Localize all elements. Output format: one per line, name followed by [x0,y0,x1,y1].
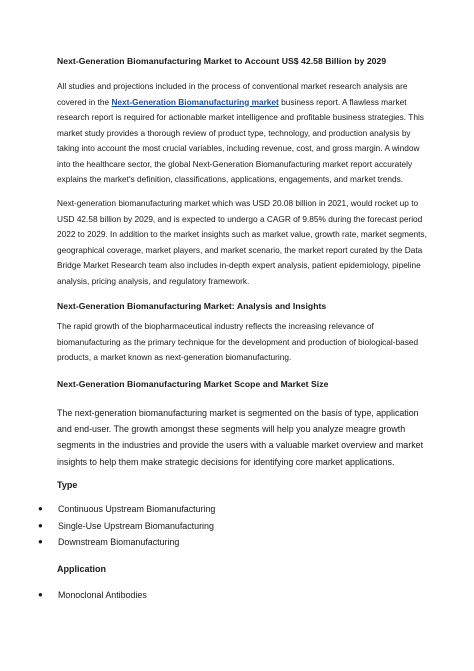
bullet-icon: ● [38,520,43,530]
application-list [38,587,147,604]
application-heading: Application [57,564,106,574]
scope-paragraph: The next-generation biomanufacturing market is segmented on the basis of type, application and end-user. The growth amongst these segments will help you analyze meagre growth segments in the industries and provide the users with a valuable market overview and market insights to help them make strategic decisions for identifying core market applications. [57,408,424,467]
list-item: ● Downstream Biomanufacturing [38,534,215,551]
scope-heading: Next-Generation Biomanufacturing Market Scope and Market Size [57,379,329,389]
document-title: Next-Generation Biomanufacturing Market to Account US$ 42.58 Billion by 2029 [57,56,387,66]
bullet-icon: ● [38,537,43,546]
list-item: ● Single-Use Upstream Biomanufacturing [38,518,215,535]
bullet-icon: ● [38,504,43,513]
intro-text-end: business report. A flawless market research report is required for actionable market intelligence and profitable business strategies. This market study provides a thorough review of product type, technology, and production analysis by taking into account the most crucial variables, including revenue, cost, and gross margin. A window into the healthcare sector, the global Next-Generation Biomanufacturing market report accurately explains the market's definition, classifications, applications, engagements, and market trends. [57,96,424,184]
type-heading: Type [57,480,78,490]
intro-paragraph [57,79,427,188]
market-report-link[interactable]: Next-Generation Biomanufacturing market [111,96,279,107]
type-list [38,501,215,551]
intro-text-start: All studies and projections included in the process of conventional market research analysis are covered in the [57,81,408,107]
bullet-icon: ● [38,590,43,599]
market-size-paragraph: Next-generation biomanufacturing market which was USD 20.08 billion in 2021, would rocket up to USD 42.58 billion by 2029, and is expected to undergo a CAGR of 9.85% during the forecast period 2022 to 2029. In addition to the market insights such as market value, growth rate, market segments, geographical coverage, market players, and market scenario, the market report curated by the Data Bridge Market Research team also includes in-depth expert analysis, patient epidemiology, pipeline analysis, pricing analysis, and regulatory framework. [57,198,427,286]
analysis-heading: Next-Generation Biomanufacturing Market: Analysis and Insights [57,301,327,311]
list-item: ● Continuous Upstream Biomanufacturing [38,501,215,518]
list-item: ● Monoclonal Antibodies [38,587,147,604]
analysis-paragraph: The rapid growth of the biopharmaceutical industry reflects the increasing relevance of biomanufacturing as the primary technique for the development and production of biological-based products, a market known as next-generation biomanufacturing. [57,321,419,362]
